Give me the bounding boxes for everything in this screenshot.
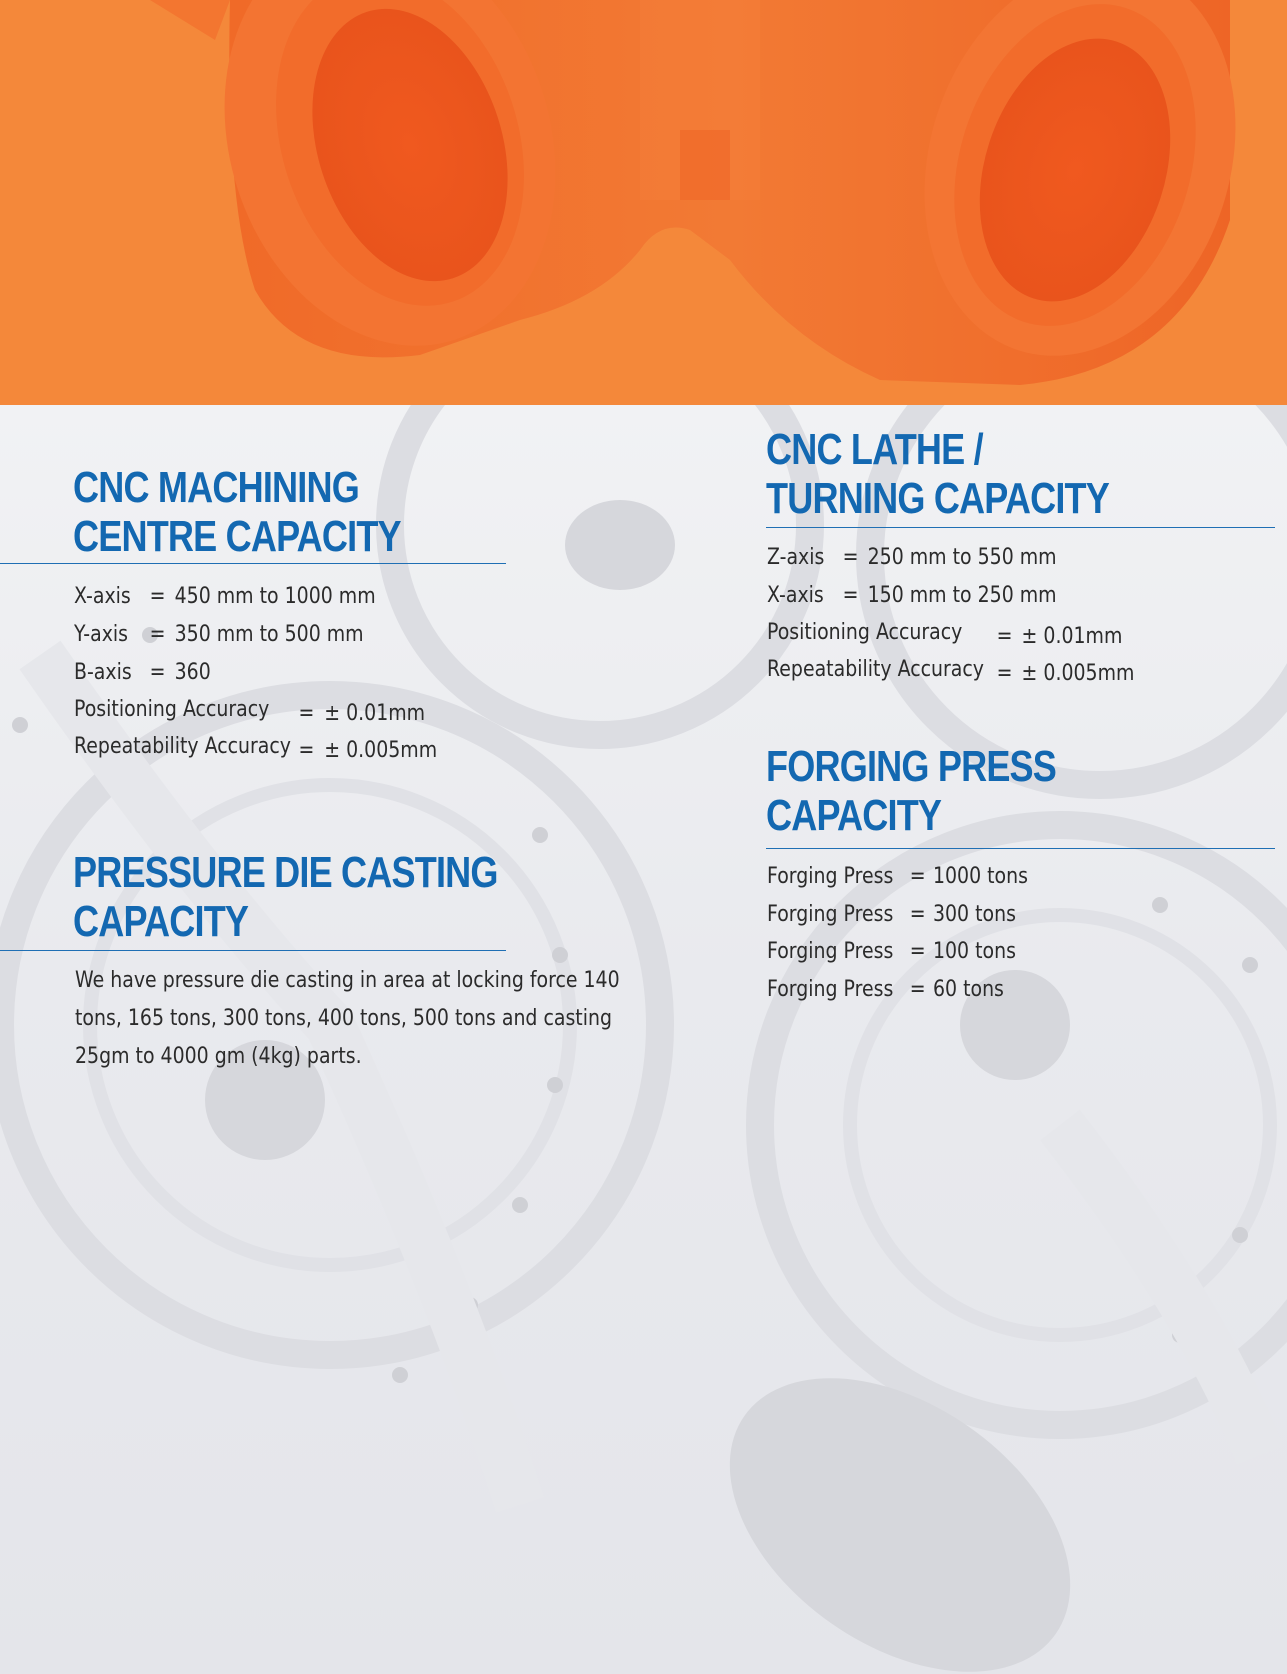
- spec-equals: =: [842, 545, 859, 570]
- section-divider: [0, 563, 506, 564]
- hero-banner: [0, 0, 1287, 405]
- spec-value: 100 tons: [932, 939, 1016, 964]
- spec-label: X-axis: [74, 584, 131, 609]
- spec-equals: =: [909, 902, 926, 927]
- section-divider: [766, 848, 1275, 849]
- pressure-die-description: We have pressure die casting in area at locking force 140 tons, 165 tons, 300 tons, 400 tons, 500 tons and casting 25gm to 4000 gm (4kg) parts.: [75, 968, 620, 1069]
- spec-value: 350 mm to 500 mm: [174, 622, 364, 647]
- spec-label: Forging Press: [767, 902, 894, 927]
- pressure-die-title-line2: CAPACITY: [73, 897, 249, 946]
- spec-label: Z-axis: [767, 545, 825, 570]
- spec-equals: =: [298, 738, 315, 763]
- pipe-fitting-image: [0, 0, 1287, 405]
- pressure-die-title: [73, 848, 498, 946]
- spec-value: 300 tons: [932, 902, 1016, 927]
- cnc-machining-title-line2: CENTRE CAPACITY: [73, 512, 401, 561]
- cnc-lathe-title: [766, 425, 1109, 523]
- section-divider: [0, 950, 506, 951]
- spec-label: Forging Press: [767, 939, 894, 964]
- spec-equals: =: [909, 977, 926, 1002]
- spec-label: Forging Press: [767, 977, 894, 1002]
- spec-label: Y-axis: [74, 622, 129, 647]
- spec-value: ± 0.005mm: [1021, 661, 1135, 686]
- spec-equals: =: [298, 701, 315, 726]
- spec-label: Forging Press: [767, 864, 894, 889]
- spec-value: ± 0.005mm: [324, 738, 438, 763]
- cnc-machining-title-line1: CNC MACHINING: [73, 463, 359, 512]
- spec-label: Repeatability Accuracy: [74, 734, 291, 759]
- spec-label: Positioning Accuracy: [767, 620, 963, 645]
- spec-equals: =: [909, 864, 926, 889]
- cnc-machining-title: [73, 463, 401, 561]
- spec-equals: =: [842, 583, 859, 608]
- spec-equals: =: [149, 622, 166, 647]
- spec-value: 1000 tons: [932, 864, 1028, 889]
- spec-value: 450 mm to 1000 mm: [174, 584, 376, 609]
- spec-equals: =: [149, 660, 166, 685]
- spec-value: 150 mm to 250 mm: [867, 583, 1057, 608]
- spec-value: ± 0.01mm: [1021, 624, 1123, 649]
- spec-equals: =: [149, 584, 166, 609]
- cnc-lathe-title-line2: TURNING CAPACITY: [766, 474, 1110, 523]
- section-divider: [766, 527, 1275, 528]
- spec-equals: =: [996, 661, 1013, 686]
- spec-value: ± 0.01mm: [324, 701, 426, 726]
- forging-title: [766, 742, 1056, 840]
- spec-equals: =: [909, 939, 926, 964]
- cnc-lathe-title-line1: CNC LATHE /: [766, 425, 983, 474]
- spec-label: Repeatability Accuracy: [767, 657, 984, 682]
- forging-title-line1: FORGING PRESS: [766, 742, 1057, 791]
- spec-equals: =: [996, 624, 1013, 649]
- pressure-die-title-line1: PRESSURE DIE CASTING: [73, 848, 498, 897]
- spec-label: X-axis: [767, 583, 824, 608]
- spec-label: Positioning Accuracy: [74, 697, 270, 722]
- spec-value: 360: [174, 660, 211, 685]
- spec-value: 250 mm to 550 mm: [867, 545, 1057, 570]
- forging-title-line2: CAPACITY: [766, 791, 942, 840]
- spec-label: B-axis: [74, 660, 132, 685]
- spec-value: 60 tons: [932, 977, 1004, 1002]
